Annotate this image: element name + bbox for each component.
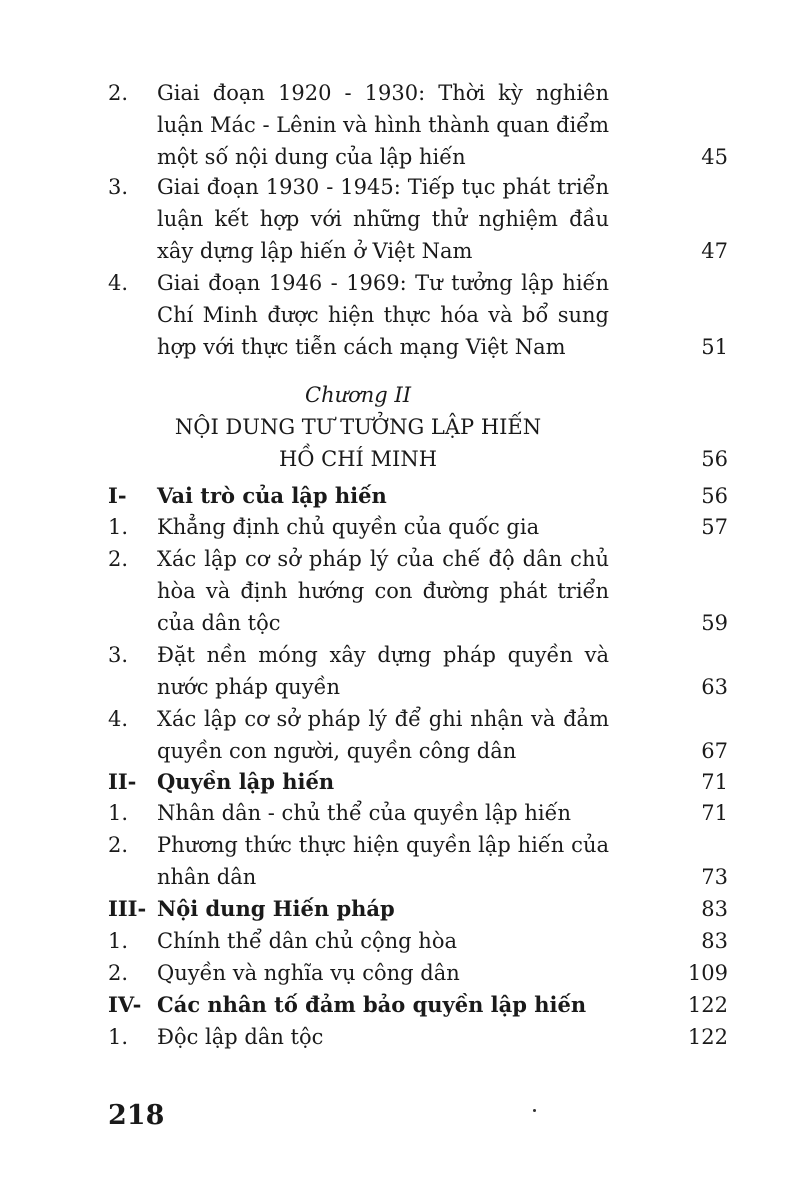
toc-entry-number: 2. <box>108 81 129 105</box>
toc-entry-line: Vai trò của lập hiến <box>157 483 387 508</box>
toc-entry-title <box>157 893 609 925</box>
toc-entry-line: hòa và định hướng con đường phát triển <box>157 579 609 603</box>
toc-entry-title <box>157 797 609 829</box>
toc-entry-title <box>157 703 609 767</box>
toc-entry-title <box>157 639 609 703</box>
toc-entry-line: một số nội dung của lập hiến <box>157 145 466 169</box>
toc-entry-page-number: 59 <box>701 611 728 635</box>
toc-entry-line: Xác lập cơ sở pháp lý để ghi nhận và đảm <box>157 707 609 731</box>
toc-entry-number: II- <box>108 769 137 794</box>
toc-entry-page-number: 45 <box>701 145 728 169</box>
toc-entry-title <box>157 989 609 1021</box>
toc-entry-page-number: 122 <box>687 993 728 1017</box>
toc-entry-number: 2. <box>108 961 129 985</box>
toc-entry-page-number: 56 <box>701 484 728 508</box>
toc-entry-page-number: 51 <box>701 335 728 359</box>
toc-entry-number: 1. <box>108 929 129 953</box>
toc-entry-title <box>157 543 609 639</box>
toc-entry-line: Phương thức thực hiện quyền lập hiến của <box>157 833 609 857</box>
toc-entry-title <box>157 77 609 173</box>
toc-entry-line: Xác lập cơ sở pháp lý của chế độ dân chủ <box>157 547 609 571</box>
toc-entry-title <box>157 766 609 798</box>
toc-entry-page-number: 83 <box>701 929 728 953</box>
toc-entry-title <box>157 829 609 893</box>
toc-entry-line: của dân tộc <box>157 611 281 635</box>
toc-entry-page-number: 71 <box>701 801 728 825</box>
toc-entry-number: 3. <box>108 175 129 199</box>
toc-entry-title <box>157 1021 609 1053</box>
toc-entry-line: Khẳng định chủ quyền của quốc gia <box>157 515 540 539</box>
toc-entry-line: Giai đoạn 1930 - 1945: Tiếp tục phát triển <box>157 175 609 199</box>
ink-speck <box>533 1109 536 1112</box>
toc-entry-page-number: 73 <box>701 865 728 889</box>
toc-entry-page-number: 109 <box>687 961 728 985</box>
toc-entry-line: luận Mác - Lênin và hình thành quan điểm <box>157 113 609 137</box>
chapter-label: Chương II <box>305 383 411 407</box>
toc-entry-line: Giai đoạn 1946 - 1969: Tư tưởng lập hiến <box>157 271 609 295</box>
toc-entry-line: Nội dung Hiến pháp <box>157 896 395 921</box>
toc-entry-page-number: 71 <box>701 770 728 794</box>
toc-entry-line: nước pháp quyền <box>157 675 341 699</box>
toc-entry-page-number: 122 <box>687 1025 728 1049</box>
toc-entry-line: Nhân dân - chủ thể của quyền lập hiến <box>157 801 572 825</box>
toc-entry-number: 4. <box>108 271 129 295</box>
toc-entry-number: 2. <box>108 547 129 571</box>
toc-entry-page-number: 47 <box>701 239 728 263</box>
toc-entry-line: hợp với thực tiễn cách mạng Việt Nam <box>157 335 566 359</box>
toc-entry-page-number: 57 <box>701 515 728 539</box>
toc-entry-number: III- <box>108 896 147 921</box>
toc-entry-line: quyền con người, quyền công dân <box>157 739 517 763</box>
toc-entry-title <box>157 171 609 267</box>
chapter-title-line-2: HỒ CHÍ MINH <box>278 447 438 471</box>
toc-entry-page-number: 67 <box>701 739 728 763</box>
toc-entry-line: Giai đoạn 1920 - 1930: Thời kỳ nghiên <box>157 81 609 105</box>
toc-entry-line: xây dựng lập hiến ở Việt Nam <box>157 239 473 263</box>
toc-entry-line: Quyền và nghĩa vụ công dân <box>157 961 460 985</box>
chapter-title-line-1: NỘI DUNG TƯ TƯỞNG LẬP HIẾN <box>174 415 542 439</box>
toc-entry-number: 2. <box>108 833 129 857</box>
chapter-page-number: 56 <box>701 447 728 471</box>
page-folio: 218 <box>108 1100 165 1131</box>
toc-entry-number: 1. <box>108 515 129 539</box>
toc-entry-title <box>157 267 609 363</box>
toc-entry-line: Chí Minh được hiện thực hóa và bổ sung <box>157 303 609 327</box>
toc-entry-line: Độc lập dân tộc <box>157 1025 324 1049</box>
toc-entry-line: Quyền lập hiến <box>157 769 335 794</box>
toc-entry-page-number: 83 <box>701 897 728 921</box>
toc-entry-number: 1. <box>108 801 129 825</box>
toc-entry-line: Đặt nền móng xây dựng pháp quyền và <box>157 643 609 667</box>
toc-entry-number: I- <box>108 483 127 508</box>
toc-entry-line: Chính thể dân chủ cộng hòa <box>157 929 457 953</box>
toc-entry-title <box>157 957 609 989</box>
toc-entry-number: 4. <box>108 707 129 731</box>
toc-entry-line: luận kết hợp với những thử nghiệm đầu <box>157 207 609 231</box>
toc-entry-number: IV- <box>108 992 142 1017</box>
toc-entry-number: 1. <box>108 1025 129 1049</box>
toc-entry-title <box>157 480 609 512</box>
toc-entry-number: 3. <box>108 643 129 667</box>
toc-entry-line: Các nhân tố đảm bảo quyền lập hiến <box>157 992 587 1017</box>
toc-entry-title <box>157 925 609 957</box>
toc-entry-title <box>157 511 609 543</box>
toc-entry-line: nhân dân <box>157 865 257 889</box>
toc-entry-page-number: 63 <box>701 675 728 699</box>
